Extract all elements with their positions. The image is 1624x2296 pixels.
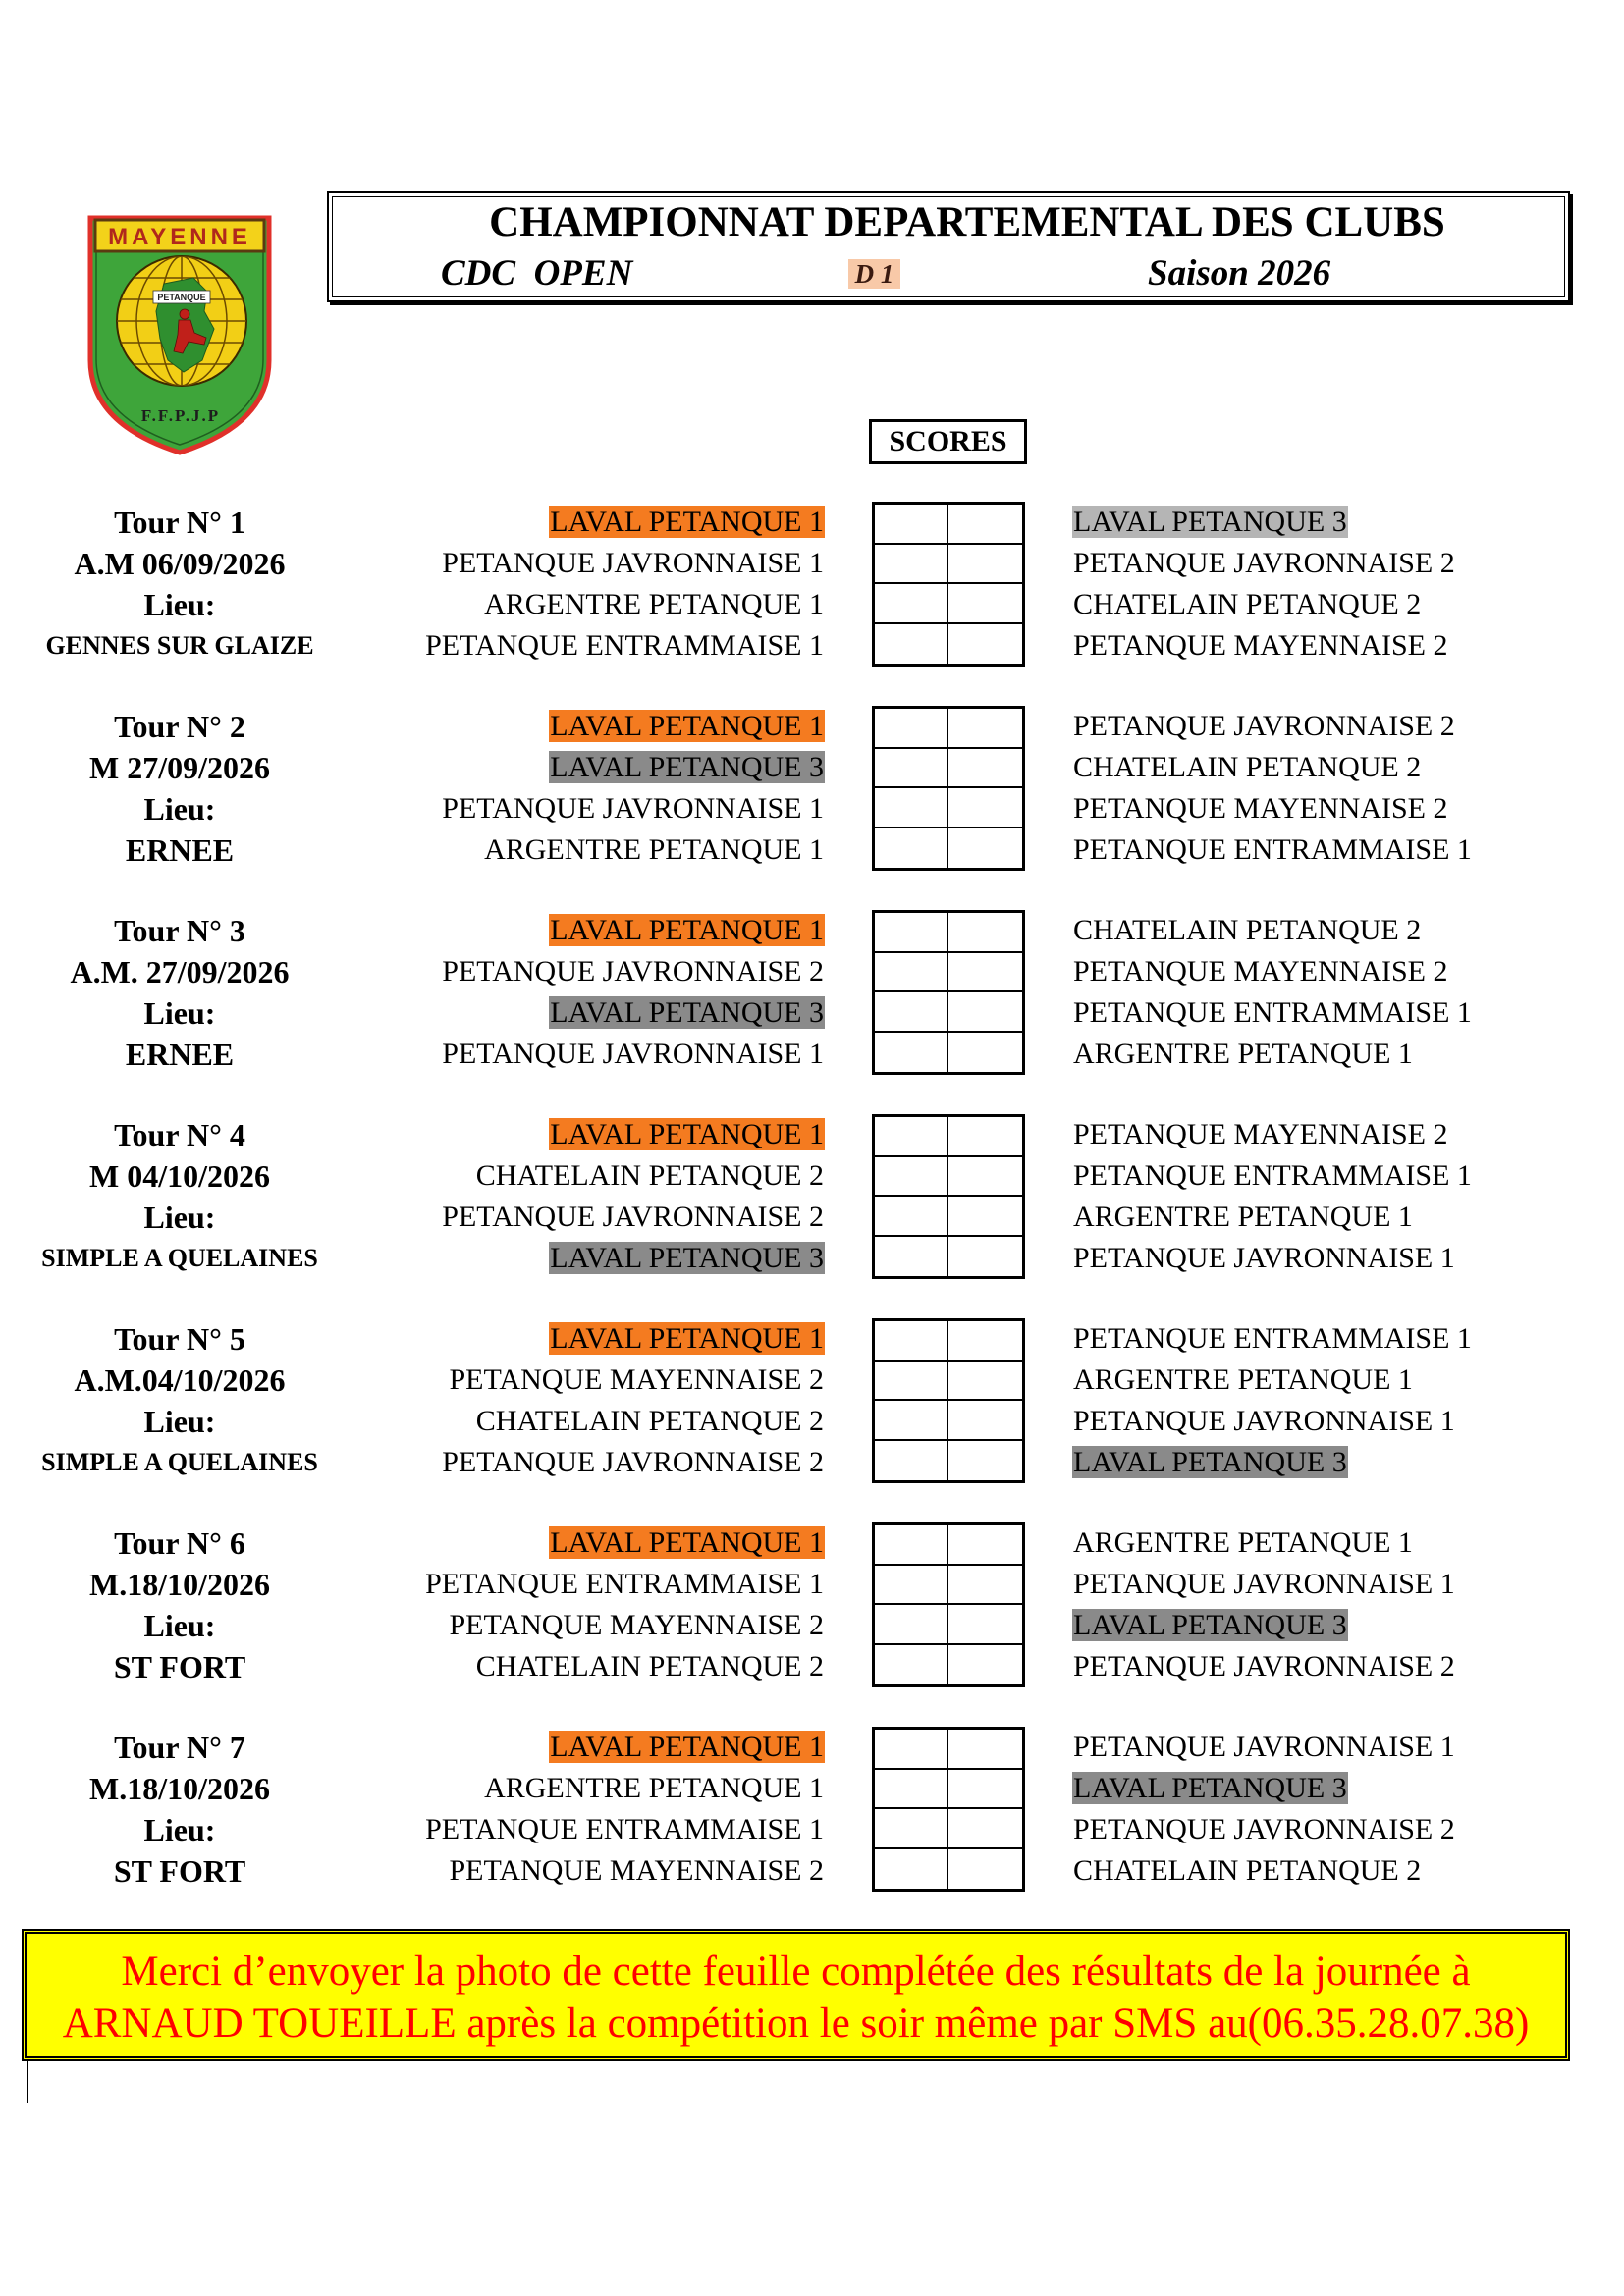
- margin-mark: [27, 2061, 28, 2103]
- match-away-team: PETANQUE ENTRAMMAISE 1: [1073, 1159, 1472, 1192]
- home-score-cell: [875, 709, 948, 749]
- footer-notice: [22, 1929, 1570, 2061]
- home-score-cell: [875, 1605, 948, 1645]
- match-away-row: [1072, 1034, 1583, 1075]
- away-score-cell: [948, 1401, 1022, 1441]
- logo-banner-text: MAYENNE: [108, 224, 251, 250]
- home-teams: [373, 1727, 825, 1892]
- footer-line-2: ARNAUD TOUEILLE après la compétition le soir même par SMS au(06.35.28.07.38): [62, 2001, 1530, 2047]
- away-teams: [1072, 1522, 1583, 1687]
- match-home-team: LAVAL PETANQUE 1: [550, 1118, 824, 1150]
- home-score-cell: [875, 953, 948, 993]
- match-home-row: [373, 625, 825, 667]
- away-score-cell: [948, 828, 1022, 869]
- division-badge: D 1: [848, 259, 900, 289]
- score-grid: [872, 1727, 1025, 1892]
- tour-label: Tour N° 3: [114, 913, 245, 948]
- match-away-row: [1072, 910, 1583, 951]
- match-away-row: [1072, 1442, 1583, 1483]
- away-teams: [1072, 502, 1583, 667]
- tour-label: Tour N° 6: [114, 1525, 245, 1561]
- tour-label: Tour N° 1: [114, 505, 245, 540]
- tour-date: M 04/10/2026: [89, 1158, 270, 1194]
- venue-label: Lieu:: [143, 1200, 216, 1235]
- match-home-team: LAVAL PETANQUE 1: [550, 506, 824, 538]
- tour-block: [0, 910, 1624, 1075]
- away-teams: [1072, 706, 1583, 871]
- venue-name: ST FORT: [113, 1853, 246, 1889]
- venue-label: Lieu:: [143, 1812, 216, 1847]
- match-home-row: [373, 1155, 825, 1197]
- match-away-team: LAVAL PETANQUE 3: [1073, 1446, 1347, 1478]
- match-away-team: PETANQUE JAVRONNAISE 1: [1073, 1242, 1455, 1274]
- match-away-row: [1072, 951, 1583, 992]
- match-away-row: [1072, 992, 1583, 1034]
- away-teams: [1072, 910, 1583, 1075]
- home-score-cell: [875, 1566, 948, 1606]
- match-away-row: [1072, 1768, 1583, 1809]
- away-score-cell: [948, 1117, 1022, 1157]
- match-home-row: [373, 1646, 825, 1687]
- match-away-team: ARGENTRE PETANQUE 1: [1073, 1201, 1413, 1233]
- away-score-cell: [948, 1770, 1022, 1810]
- match-away-team: PETANQUE ENTRAMMAISE 1: [1073, 996, 1472, 1029]
- match-away-team: CHATELAIN PETANQUE 2: [1073, 588, 1422, 620]
- tour-block: [0, 706, 1624, 871]
- match-away-row: [1072, 1155, 1583, 1197]
- away-score-cell: [948, 1566, 1022, 1606]
- home-score-cell: [875, 992, 948, 1033]
- match-home-row: [373, 1564, 825, 1605]
- away-score-cell: [948, 1321, 1022, 1362]
- away-score-cell: [948, 1809, 1022, 1849]
- match-home-row: [373, 1768, 825, 1809]
- footer-line-1: Merci d’envoyer la photo de cette feuille complétée des résultats de la journée à: [121, 1949, 1471, 1995]
- match-home-team: LAVAL PETANQUE 1: [550, 710, 824, 742]
- home-score-cell: [875, 1809, 948, 1849]
- home-score-cell: [875, 1157, 948, 1198]
- scores-header: SCORES: [869, 419, 1027, 464]
- match-away-team: ARGENTRE PETANQUE 1: [1073, 1363, 1413, 1396]
- home-score-cell: [875, 1197, 948, 1237]
- away-score-cell: [948, 1157, 1022, 1198]
- match-home-row: [373, 1401, 825, 1442]
- home-score-cell: [875, 1525, 948, 1566]
- venue-label: Lieu:: [143, 995, 216, 1031]
- match-home-team: LAVAL PETANQUE 3: [550, 996, 824, 1029]
- home-score-cell: [875, 828, 948, 869]
- match-away-row: [1072, 1646, 1583, 1687]
- venue-name: ERNEE: [125, 832, 235, 868]
- away-score-cell: [948, 1362, 1022, 1402]
- match-away-team: LAVAL PETANQUE 3: [1073, 1609, 1347, 1641]
- tour-block: [0, 1727, 1624, 1892]
- match-away-team: PETANQUE JAVRONNAISE 1: [1073, 1731, 1455, 1763]
- away-score-cell: [948, 1033, 1022, 1073]
- venue-name: SIMPLE A QUELAINES: [41, 1448, 318, 1476]
- match-away-row: [1072, 1318, 1583, 1360]
- match-away-row: [1072, 1522, 1583, 1564]
- match-away-team: LAVAL PETANQUE 3: [1073, 506, 1347, 538]
- match-home-team: PETANQUE JAVRONNAISE 2: [442, 1446, 824, 1478]
- away-score-cell: [948, 953, 1022, 993]
- away-score-cell: [948, 992, 1022, 1033]
- match-away-row: [1072, 788, 1583, 829]
- tour-info: [0, 1318, 359, 1483]
- home-score-cell: [875, 505, 948, 545]
- match-home-row: [373, 706, 825, 747]
- tour-block: [0, 1522, 1624, 1687]
- tour-info: [0, 1522, 359, 1687]
- match-away-row: [1072, 625, 1583, 667]
- match-away-team: LAVAL PETANQUE 3: [1073, 1772, 1347, 1804]
- away-score-cell: [948, 1645, 1022, 1685]
- tour-info: [0, 910, 359, 1075]
- match-away-row: [1072, 1605, 1583, 1646]
- home-teams: [373, 706, 825, 871]
- home-score-cell: [875, 1362, 948, 1402]
- tour-info: [0, 706, 359, 871]
- match-away-team: CHATELAIN PETANQUE 2: [1073, 914, 1422, 946]
- match-home-team: LAVAL PETANQUE 1: [550, 914, 824, 946]
- away-teams: [1072, 1318, 1583, 1483]
- score-grid: [872, 502, 1025, 667]
- venue-label: Lieu:: [143, 1608, 216, 1643]
- away-score-cell: [948, 624, 1022, 665]
- match-away-row: [1072, 1850, 1583, 1892]
- tour-date: M 27/09/2026: [89, 750, 270, 785]
- away-score-cell: [948, 913, 1022, 953]
- tour-date: A.M 06/09/2026: [74, 546, 286, 581]
- home-score-cell: [875, 1401, 948, 1441]
- match-home-team: PETANQUE ENTRAMMAISE 1: [425, 629, 824, 662]
- match-home-team: ARGENTRE PETANQUE 1: [484, 1772, 824, 1804]
- tour-label: Tour N° 4: [114, 1117, 245, 1152]
- away-score-cell: [948, 1197, 1022, 1237]
- tour-label: Tour N° 2: [114, 709, 245, 744]
- match-home-team: ARGENTRE PETANQUE 1: [484, 833, 824, 866]
- away-score-cell: [948, 1525, 1022, 1566]
- tour-block: [0, 1318, 1624, 1483]
- match-home-row: [373, 1114, 825, 1155]
- tour-label: Tour N° 7: [114, 1730, 245, 1765]
- match-away-team: PETANQUE MAYENNAISE 2: [1073, 792, 1448, 825]
- home-score-cell: [875, 788, 948, 828]
- away-score-cell: [948, 1441, 1022, 1481]
- match-away-team: PETANQUE MAYENNAISE 2: [1073, 1118, 1448, 1150]
- home-score-cell: [875, 749, 948, 789]
- home-score-cell: [875, 1237, 948, 1277]
- venue-name: GENNES SUR GLAIZE: [45, 631, 314, 660]
- match-home-team: LAVAL PETANQUE 1: [550, 1526, 824, 1559]
- venue-label: Lieu:: [143, 791, 216, 827]
- match-home-team: CHATELAIN PETANQUE 2: [475, 1159, 824, 1192]
- match-home-team: PETANQUE JAVRONNAISE 2: [442, 955, 824, 988]
- venue-name: ST FORT: [113, 1649, 246, 1684]
- home-score-cell: [875, 1849, 948, 1890]
- match-away-team: CHATELAIN PETANQUE 2: [1073, 751, 1422, 783]
- match-home-row: [373, 788, 825, 829]
- home-teams: [373, 1114, 825, 1279]
- away-score-cell: [948, 545, 1022, 585]
- match-home-row: [373, 1522, 825, 1564]
- away-score-cell: [948, 505, 1022, 545]
- match-home-team: PETANQUE ENTRAMMAISE 1: [425, 1813, 824, 1845]
- match-away-team: PETANQUE JAVRONNAISE 2: [1073, 1650, 1455, 1682]
- match-home-team: PETANQUE ENTRAMMAISE 1: [425, 1568, 824, 1600]
- venue-name: SIMPLE A QUELAINES: [41, 1244, 318, 1272]
- match-home-row: [373, 1442, 825, 1483]
- score-grid: [872, 1522, 1025, 1687]
- match-home-row: [373, 910, 825, 951]
- season-label: Saison 2026: [1148, 253, 1331, 294]
- match-away-team: PETANQUE ENTRAMMAISE 1: [1073, 833, 1472, 866]
- score-grid: [872, 706, 1025, 871]
- away-score-cell: [948, 1730, 1022, 1770]
- logo-globe-label: PETANQUE: [157, 293, 206, 302]
- match-home-team: PETANQUE MAYENNAISE 2: [449, 1363, 824, 1396]
- tour-date: M.18/10/2026: [89, 1567, 270, 1602]
- match-away-team: PETANQUE JAVRONNAISE 1: [1073, 1405, 1455, 1437]
- home-score-cell: [875, 1117, 948, 1157]
- match-home-team: PETANQUE JAVRONNAISE 1: [442, 1038, 824, 1070]
- home-score-cell: [875, 1033, 948, 1073]
- match-home-team: LAVAL PETANQUE 3: [550, 751, 824, 783]
- match-home-row: [373, 1360, 825, 1401]
- match-away-row: [1072, 543, 1583, 584]
- match-away-team: PETANQUE JAVRONNAISE 2: [1073, 710, 1455, 742]
- home-score-cell: [875, 584, 948, 624]
- home-score-cell: [875, 624, 948, 665]
- match-home-team: LAVAL PETANQUE 1: [550, 1322, 824, 1355]
- match-away-team: ARGENTRE PETANQUE 1: [1073, 1526, 1413, 1559]
- match-home-team: LAVAL PETANQUE 1: [550, 1731, 824, 1763]
- score-grid: [872, 910, 1025, 1075]
- match-away-row: [1072, 1727, 1583, 1768]
- away-score-cell: [948, 709, 1022, 749]
- away-score-cell: [948, 1237, 1022, 1277]
- match-home-row: [373, 747, 825, 788]
- away-teams: [1072, 1114, 1583, 1279]
- home-score-cell: [875, 1645, 948, 1685]
- home-teams: [373, 1318, 825, 1483]
- match-home-row: [373, 1197, 825, 1238]
- match-home-team: PETANQUE JAVRONNAISE 1: [442, 792, 824, 825]
- tour-info: [0, 502, 359, 667]
- away-score-cell: [948, 788, 1022, 828]
- home-teams: [373, 1522, 825, 1687]
- competition-name: CDC OPEN: [441, 253, 633, 294]
- tour-label: Tour N° 5: [114, 1321, 245, 1357]
- match-home-row: [373, 992, 825, 1034]
- match-away-team: PETANQUE JAVRONNAISE 1: [1073, 1568, 1455, 1600]
- match-away-row: [1072, 502, 1583, 543]
- match-home-team: CHATELAIN PETANQUE 2: [475, 1405, 824, 1437]
- title-box: [327, 191, 1570, 302]
- match-home-team: PETANQUE JAVRONNAISE 2: [442, 1201, 824, 1233]
- home-score-cell: [875, 545, 948, 585]
- tour-block: [0, 1114, 1624, 1279]
- match-home-row: [373, 951, 825, 992]
- match-home-row: [373, 1605, 825, 1646]
- match-away-row: [1072, 1238, 1583, 1279]
- score-grid: [872, 1114, 1025, 1279]
- tour-date: A.M.04/10/2026: [74, 1362, 286, 1398]
- match-home-row: [373, 1809, 825, 1850]
- away-score-cell: [948, 749, 1022, 789]
- home-teams: [373, 502, 825, 667]
- home-score-cell: [875, 1321, 948, 1362]
- match-away-team: PETANQUE MAYENNAISE 2: [1073, 629, 1448, 662]
- home-score-cell: [875, 1770, 948, 1810]
- match-away-row: [1072, 829, 1583, 871]
- match-away-row: [1072, 584, 1583, 625]
- match-away-row: [1072, 1401, 1583, 1442]
- match-home-row: [373, 829, 825, 871]
- match-home-team: PETANQUE MAYENNAISE 2: [449, 1609, 824, 1641]
- match-home-row: [373, 1034, 825, 1075]
- match-away-team: PETANQUE MAYENNAISE 2: [1073, 955, 1448, 988]
- venue-name: ERNEE: [125, 1037, 235, 1072]
- home-score-cell: [875, 913, 948, 953]
- match-away-row: [1072, 1114, 1583, 1155]
- match-away-team: PETANQUE JAVRONNAISE 2: [1073, 1813, 1455, 1845]
- match-away-row: [1072, 1197, 1583, 1238]
- venue-label: Lieu:: [143, 1404, 216, 1439]
- away-score-cell: [948, 1605, 1022, 1645]
- away-score-cell: [948, 1849, 1022, 1890]
- match-away-row: [1072, 1360, 1583, 1401]
- match-home-row: [373, 1850, 825, 1892]
- away-score-cell: [948, 584, 1022, 624]
- match-home-row: [373, 584, 825, 625]
- match-away-team: CHATELAIN PETANQUE 2: [1073, 1854, 1422, 1887]
- match-home-row: [373, 1318, 825, 1360]
- match-home-team: CHATELAIN PETANQUE 2: [475, 1650, 824, 1682]
- match-home-row: [373, 543, 825, 584]
- tour-info: [0, 1727, 359, 1892]
- match-home-team: ARGENTRE PETANQUE 1: [484, 588, 824, 620]
- home-score-cell: [875, 1730, 948, 1770]
- home-score-cell: [875, 1441, 948, 1481]
- tour-date: A.M. 27/09/2026: [70, 954, 290, 989]
- match-away-team: PETANQUE JAVRONNAISE 2: [1073, 547, 1455, 579]
- match-away-row: [1072, 1809, 1583, 1850]
- page-title: CHAMPIONNAT DEPARTEMENTAL DES CLUBS: [489, 199, 1445, 245]
- match-home-row: [373, 1238, 825, 1279]
- match-home-team: LAVAL PETANQUE 3: [550, 1242, 824, 1274]
- tour-info: [0, 1114, 359, 1279]
- match-home-team: PETANQUE JAVRONNAISE 1: [442, 547, 824, 579]
- match-away-row: [1072, 706, 1583, 747]
- mayenne-logo: [85, 213, 274, 456]
- away-teams: [1072, 1727, 1583, 1892]
- match-away-team: ARGENTRE PETANQUE 1: [1073, 1038, 1413, 1070]
- match-home-row: [373, 1727, 825, 1768]
- tour-date: M.18/10/2026: [89, 1771, 270, 1806]
- match-home-row: [373, 502, 825, 543]
- match-away-team: PETANQUE ENTRAMMAISE 1: [1073, 1322, 1472, 1355]
- venue-label: Lieu:: [143, 587, 216, 622]
- score-grid: [872, 1318, 1025, 1483]
- tour-block: [0, 502, 1624, 667]
- match-away-row: [1072, 1564, 1583, 1605]
- logo-federation-text: F.F.P.J.P: [140, 406, 221, 425]
- match-away-row: [1072, 747, 1583, 788]
- home-teams: [373, 910, 825, 1075]
- match-home-team: PETANQUE MAYENNAISE 2: [449, 1854, 824, 1887]
